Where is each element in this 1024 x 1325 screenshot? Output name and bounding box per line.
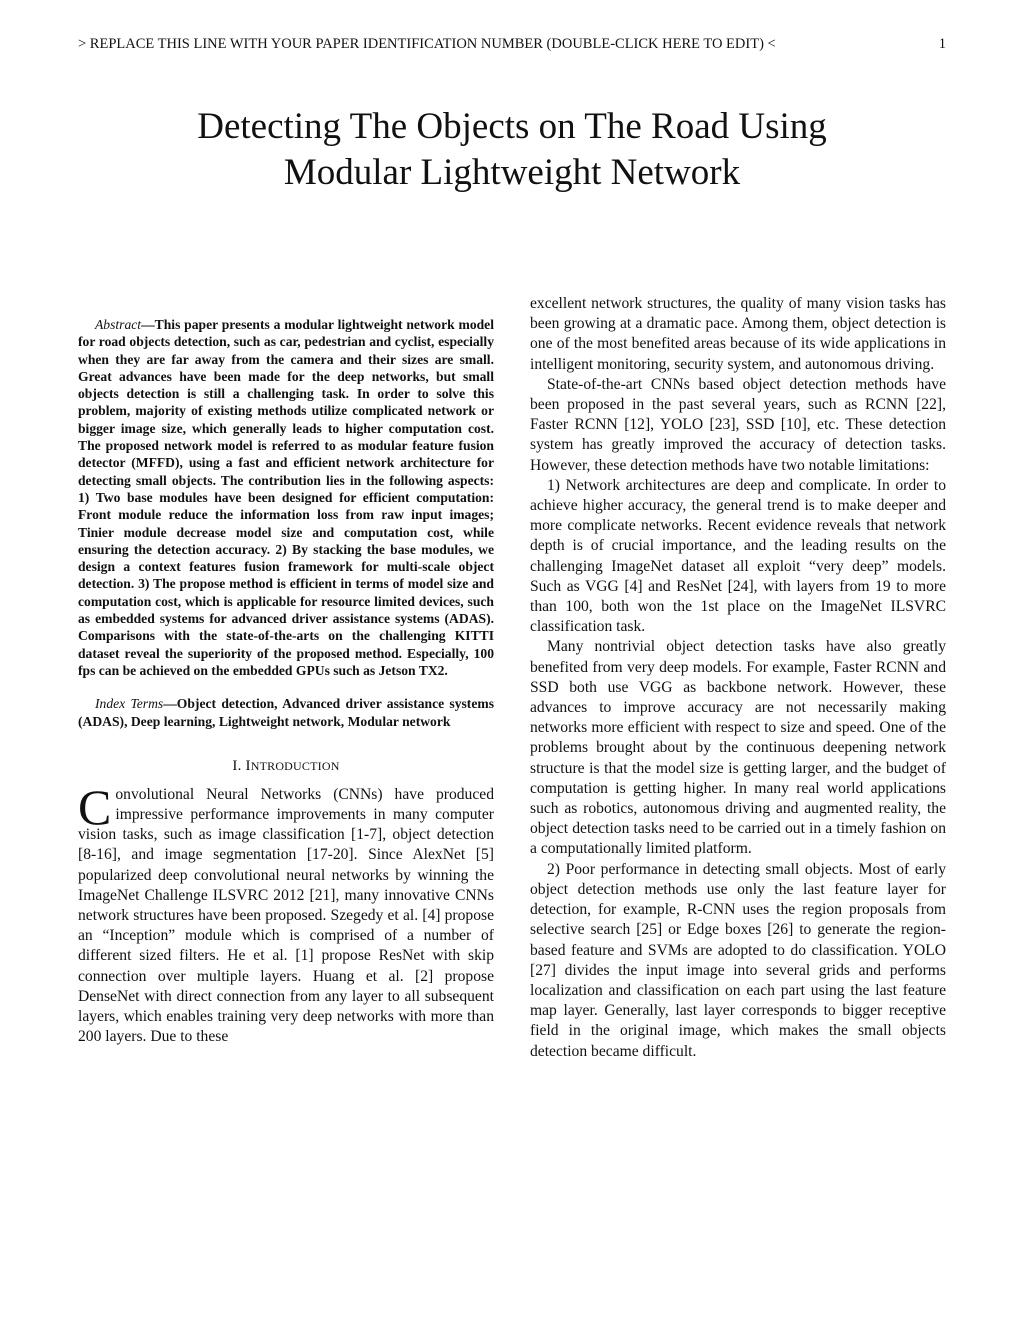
paper-title — [60, 104, 964, 196]
section-first-letter: I — [245, 757, 251, 774]
section-numeral: I. — [232, 757, 242, 774]
paper-id-line: > REPLACE THIS LINE WITH YOUR PAPER IDENTIFICATION NUMBER (DOUBLE-CLICK HERE TO EDIT) < — [78, 36, 776, 52]
intro-paragraph-1 — [78, 778, 494, 1048]
left-column — [78, 316, 494, 1047]
index-terms — [78, 695, 494, 730]
section-heading-introduction — [78, 758, 494, 775]
page-number: 1 — [938, 36, 946, 52]
intro-body-left — [78, 778, 494, 1048]
intro-paragraph-1-text: onvolutional Neural Networks (CNNs) have produced impressive performance improvements in many computer vision tasks, such as image classification [1-7], object detection [8-16], and image segmentation [17-20]. Since AlexNet [5] popularized deep convolutional neural networks by winning the ImageNet Challenge ILSVRC 2012 [21], many innovative CNNs network structures have been proposed. Szegedy et al. [4] propose an “Inception” module which is comprised of a number of different sized filters. He et al. [1] propose ResNet with skip connection over multiple layers. Huang et al. [2] propose DenseNet with direct connection from any layer to all subsequent layers, which enables training very deep networks with more than 200 layers. Due to these — [78, 785, 494, 1046]
intro-paragraph-5: 2) Poor performance in detecting small objects. Most of early object detection methods use only the last feature layer for detection, for example, R-CNN uses the region proposals from selective search [25] or Edge boxes [26] to generate the region-based feature and SVMs are adopted to do classification. YOLO [27] divides the input image into several grids and performs localization and classification on each part using the last feature map layer. Generally, last layer corresponds to bigger receptive field in the original image, which makes the small objects detection became difficult. — [530, 860, 946, 1060]
index-terms-label: Index Terms — [95, 696, 164, 712]
intro-paragraph-2: State-of-the-art CNNs based object detection methods have been proposed in the past several years, such as RCNN [22], Faster RCNN [12], YOLO [23], SSD [10], etc. These detection system has greatly improved the accuracy of detection tasks. However, these detection methods have two notable limitations: — [530, 375, 946, 474]
drop-cap: C — [78, 778, 112, 835]
title-line-1: Detecting The Objects on The Road Using — [197, 106, 827, 147]
abstract-label: Abstract — [95, 317, 142, 332]
abstract-text: —This paper presents a modular lightweight network model for road objects detection, such as car, pedestrian and cyclist, especially when they are far away from the camera and their sizes are small. Great advances have been made for the deep networks, but small objects detection is still a challenging task. In order to solve this problem, majority of existing methods utilize complicated network or bigger image size, which generally leads to higher computation cost. The proposed network model is referred to as modular feature fusion detector (MFFD), using a fast and efficient network architecture for detecting small objects. The contribution lies in the following aspects: 1) Two base modules have been designed for efficient computation: Front module reduce the information loss from raw input images; Tinier module decrease model size and computation cost, while ensuring the detection accuracy. 2) By stacking the base modules, we design a context features fusion framework for multi-scale object detection. 3) The propose method is efficient in terms of model size and computation cost, which is applicable for resource limited devices, such as embedded systems for advanced driver assistance systems (ADAS). Comparisons with the state-of-the-arts on the challenging KITTI dataset reveal the superiority of the proposed method. Especially, 100 fps can be achieved on the embedded GPUs such as Jetson TX2. — [78, 317, 494, 678]
intro-paragraph-3: 1) Network architectures are deep and complicate. In order to achieve higher accuracy, the general trend is to make deeper and more complicate networks. Recent evidence reveals that network depth is of crucial importance, and the leading results on the challenging ImageNet dataset all exploit “very deep” models. Such as VGG [4] and ResNet [24], with layers from 19 to more than 100, both won the 1st place on the ImageNet ILSVRC classification task. — [530, 476, 946, 636]
intro-body-right — [530, 294, 946, 1062]
index-terms-text: —Object detection, Advanced driver assistance systems (ADAS), Deep learning, Lightweight network, Modular network — [78, 696, 494, 729]
section-rest: NTRODUCTION — [250, 758, 340, 773]
intro-paragraph-1-continued: excellent network structures, the quality of many vision tasks has been growing at a dramatic pace. Among them, object detection is one of the most benefited areas because of its wide applications in intelligent monitoring, security system, and autonomous driving. — [530, 295, 946, 373]
right-column — [530, 294, 946, 1062]
title-line-2: Modular Lightweight Network — [283, 152, 741, 193]
intro-paragraph-4: Many nontrivial object detection tasks have also greatly benefited from very deep models. For example, Faster RCNN and SSD both use VGG as backbone network. However, these advances to improve accuracy are not necessarily making networks more efficient with respect to size and speed. One of the problems brought about by the continuous deepening network structure is that the model size is getting larger, and the budget of computation is getting higher. In many real world applications such as robotics, autonomous driving and augmented reality, the object detection tasks need to be carried out in a timely fashion on a computationally limited platform. — [530, 638, 946, 858]
abstract — [78, 316, 494, 679]
